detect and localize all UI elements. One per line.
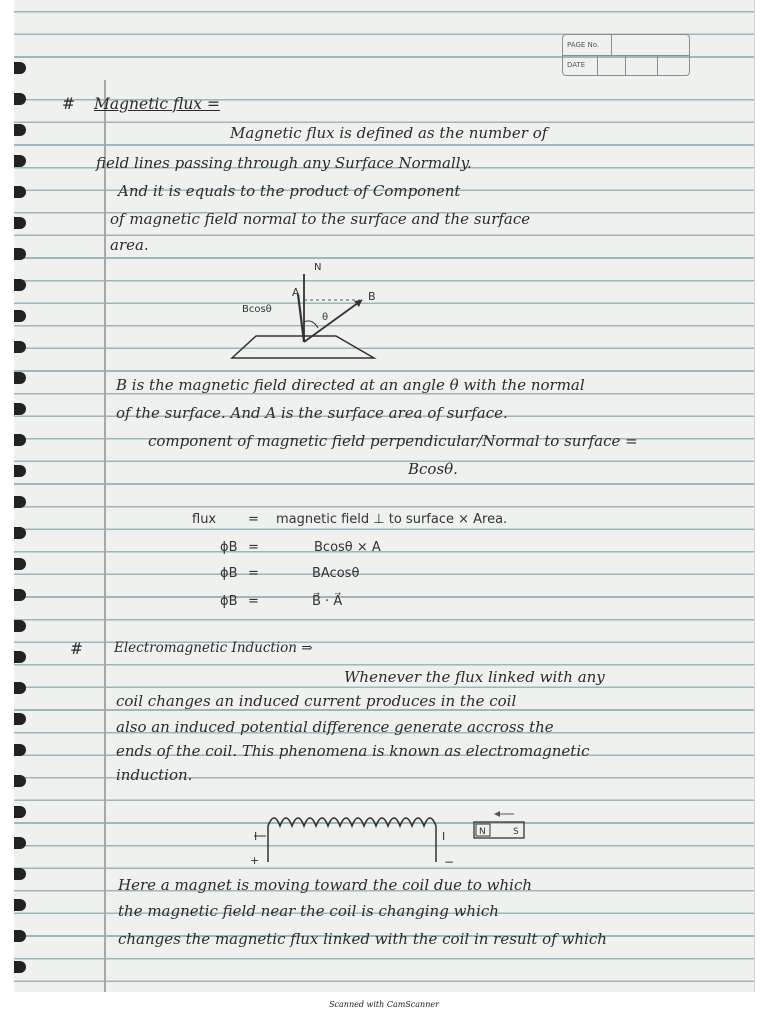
date-label: DATE bbox=[567, 61, 586, 69]
text-line: Magnetic flux is defined as the number of bbox=[230, 124, 548, 142]
spiral-ring bbox=[14, 155, 26, 167]
a-label: A bbox=[292, 286, 300, 299]
text-line: Bcosθ. bbox=[408, 460, 458, 478]
spiral-ring bbox=[14, 124, 26, 136]
page-no-label: PAGE No. bbox=[567, 41, 600, 49]
text-line: Here a magnet is moving toward the coil due to which bbox=[118, 876, 533, 894]
section-bullet: # bbox=[70, 640, 83, 658]
spiral-ring bbox=[14, 744, 26, 756]
spiral-ring bbox=[14, 527, 26, 539]
spiral-ring bbox=[14, 310, 26, 322]
induction-diagram bbox=[232, 800, 532, 870]
spiral-ring bbox=[14, 775, 26, 787]
scanner-watermark: Scanned with CamScanner bbox=[329, 1000, 439, 1009]
text-line: B is the magnetic field directed at an angle θ with the normal bbox=[116, 376, 585, 394]
text-line: And it is equals to the product of Component bbox=[118, 182, 461, 200]
page-date-box bbox=[562, 34, 690, 76]
spiral-ring bbox=[14, 279, 26, 291]
spiral-ring bbox=[14, 651, 26, 663]
angle-arc bbox=[304, 321, 318, 328]
equation-eq: = bbox=[248, 540, 259, 555]
spiral-ring bbox=[14, 558, 26, 570]
flux-diagram bbox=[204, 256, 404, 366]
equation-lhs: ϕB bbox=[220, 594, 238, 609]
spiral-ring bbox=[14, 93, 26, 105]
spiral-ring bbox=[14, 620, 26, 632]
equation-eq: = bbox=[248, 512, 259, 527]
text-line: of the surface. And A is the surface area of surface. bbox=[116, 404, 508, 422]
spiral-ring bbox=[14, 465, 26, 477]
magnet-s-label: S bbox=[513, 827, 519, 837]
spiral-ring bbox=[14, 62, 26, 74]
text-line: coil changes an induced current produces in the coil bbox=[116, 692, 517, 710]
spiral-ring bbox=[14, 713, 26, 725]
spiral-ring bbox=[14, 186, 26, 198]
text-line: ends of the coil. This phenomena is known as electromagnetic bbox=[116, 742, 590, 760]
spiral-ring bbox=[14, 248, 26, 260]
motion-arrowhead bbox=[494, 811, 500, 817]
section-title: Electromagnetic Induction ⇒ bbox=[114, 640, 313, 656]
spiral-ring bbox=[14, 496, 26, 508]
equation-eq: = bbox=[248, 594, 259, 609]
n-label: N bbox=[314, 262, 322, 273]
spiral-ring bbox=[14, 837, 26, 849]
text-line: changes the magnetic flux linked with the coil in result of which bbox=[118, 930, 607, 948]
margin-line bbox=[104, 80, 106, 992]
current-left-label: I bbox=[254, 830, 258, 843]
minus-label: − bbox=[444, 855, 455, 869]
equation-eq: = bbox=[248, 566, 259, 581]
spiral-ring bbox=[14, 868, 26, 880]
equation-lhs: flux bbox=[192, 512, 217, 527]
spiral-ring bbox=[14, 961, 26, 973]
section-title: Magnetic flux = bbox=[94, 95, 220, 113]
text-line: area. bbox=[110, 236, 149, 254]
notebook-page bbox=[14, 0, 755, 992]
spiral-ring bbox=[14, 589, 26, 601]
equation-rhs: magnetic field ⊥ to surface × Area. bbox=[276, 512, 508, 527]
spiral-ring bbox=[14, 806, 26, 818]
spiral-ring bbox=[14, 403, 26, 415]
spiral-ring bbox=[14, 341, 26, 353]
spiral-ring bbox=[14, 930, 26, 942]
coil bbox=[268, 818, 436, 826]
text-line: induction. bbox=[116, 766, 193, 784]
current-right-label: I bbox=[442, 830, 446, 843]
spiral-ring bbox=[14, 682, 26, 694]
equation-lhs: ϕB bbox=[220, 566, 238, 581]
plus-label: + bbox=[250, 854, 260, 867]
equation-lhs: ϕB bbox=[220, 540, 238, 555]
b-label: B bbox=[368, 290, 376, 303]
magnet-n-label: N bbox=[479, 827, 486, 837]
theta-label: θ bbox=[322, 312, 329, 323]
text-line: component of magnetic field perpendicular/Normal to surface = bbox=[148, 432, 638, 450]
text-line: field lines passing through any Surface Normally. bbox=[96, 154, 472, 172]
bcos-label: Bcosθ bbox=[242, 304, 272, 315]
equation-rhs: Bcosθ × A bbox=[314, 540, 381, 555]
equation-rhs: B⃗ · A⃗ bbox=[312, 594, 343, 609]
spiral-ring bbox=[14, 217, 26, 229]
section-bullet: # bbox=[62, 95, 75, 113]
spiral-ring bbox=[14, 899, 26, 911]
spiral-ring bbox=[14, 434, 26, 446]
text-line: of magnetic field normal to the surface and the surface bbox=[110, 210, 531, 228]
text-line: the magnetic field near the coil is changing which bbox=[118, 902, 499, 920]
text-line: also an induced potential difference generate accross the bbox=[116, 718, 554, 736]
text-line: Whenever the flux linked with any bbox=[344, 668, 605, 686]
equation-rhs: BAcosθ bbox=[312, 566, 360, 581]
spiral-ring bbox=[14, 372, 26, 384]
